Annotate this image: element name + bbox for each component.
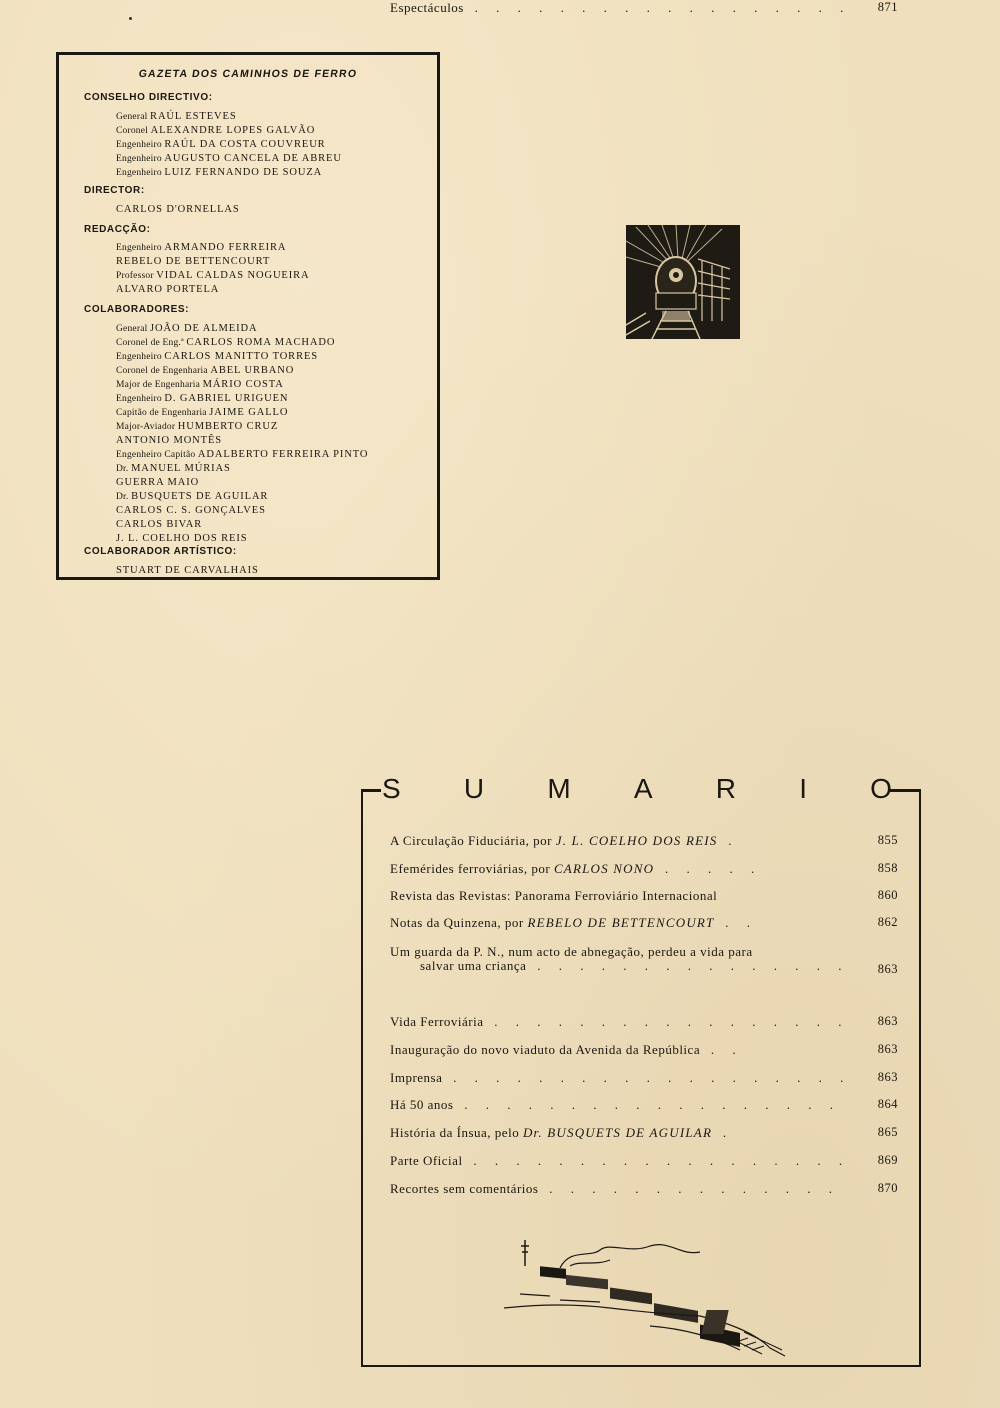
entry-dot-leader: . . . . . . . . . . . . . . . [526,958,849,973]
masthead-staff-line [116,269,310,283]
entry-page-number: 862 [877,915,898,929]
staff-name: CARLOS BIVAR [116,519,203,530]
summary-entry [390,944,898,959]
entry-title: Notas da Quinzena, por [390,915,528,930]
staff-name: CARLOS C. S. GONÇALVES [116,505,266,516]
entry-title: Há 50 anos [390,1097,454,1112]
masthead-staff-line [116,364,294,378]
masthead-staff-line [116,378,284,392]
summary-title-letter: S [382,773,401,804]
masthead-staff-line [116,448,368,462]
summary-title-letter: M [547,773,571,804]
masthead-title: GAZETA DOS CAMINHOS DE FERRO [137,68,359,80]
summary-entry [390,833,898,848]
masthead-staff-line [116,110,237,124]
staff-name: MANUEL MÚRIAS [131,463,231,474]
staff-rank: Engenheiro Capitão [116,450,198,460]
staff-name: JAIME GALLO [209,407,289,418]
entry-dot-leader: . [717,833,739,848]
entry-title: A Circulação Fiduciária, por [390,833,556,848]
staff-name: HUMBERTO CRUZ [177,421,279,432]
entry-title: Revista das Revistas: Panorama Ferroviário Internacional [390,888,718,903]
staff-rank: Dr. [116,492,132,502]
paper-speck [129,17,132,20]
staff-name: GUERRA MAIO [116,477,200,488]
entry-page-number: 870 [877,1181,898,1195]
masthead-section-heading: DIRECTOR: [84,185,145,196]
entry-title: Espectáculos [390,0,464,15]
entry-dot-leader: . . . . . [654,861,762,876]
staff-name: ANTONIO MONTÊS [116,435,223,446]
summary-entry-continuation [420,958,898,976]
staff-name: STUART DE CARVALHAIS [116,565,259,576]
staff-rank: Capitão de Engenharia [116,408,210,418]
entry-title: Imprensa [390,1070,443,1085]
entry-page-number: 863 [877,1014,898,1028]
staff-rank: Dr. [116,464,132,474]
staff-name: BUSQUETS DE AGUILAR [131,491,269,502]
staff-name: J. L. COELHO DOS REIS [116,533,248,544]
staff-name: RAÚL ESTEVES [150,111,237,122]
staff-rank: Coronel de Eng.ª [116,338,187,348]
staff-name: JOÃO DE ALMEIDA [150,323,258,334]
entry-page-number: 863 [877,1070,898,1084]
masthead-staff-line [116,490,268,504]
summary-entry [390,888,898,903]
staff-rank: Engenheiro [116,352,165,362]
summary-title-letter: R [715,773,736,804]
masthead-staff-line [116,532,248,546]
summary-entry [390,0,898,15]
staff-name: ABEL URBANO [210,365,295,376]
summary-entry [390,1097,898,1112]
entry-title: História da Ínsua, pelo [390,1125,523,1140]
entry-page-number: 869 [877,1153,898,1167]
staff-rank: General [116,324,151,334]
summary-entry [390,1181,898,1196]
entry-title: Inauguração do novo viaduto da Avenida da República [390,1042,701,1057]
masthead-staff-line [116,336,335,350]
entry-dot-leader: . . . . . . . . . . . . . . [538,1181,840,1196]
entry-page-number: 858 [877,861,898,875]
masthead-staff-line [116,350,318,364]
staff-rank: Major-Aviador [116,422,178,432]
masthead-staff-line [116,420,278,434]
entry-author: REBELO DE BETTENCOURT [527,915,715,930]
staff-rank: Coronel de Engenharia [116,366,211,376]
masthead-staff-line [116,392,288,406]
entry-dot-leader: . . . . . . . . . . . . . . . . . [483,1014,849,1029]
staff-rank: Engenheiro [116,154,165,164]
staff-rank: Major de Engenharia [116,380,203,390]
masthead-staff-line [116,406,288,420]
masthead-box [56,52,440,580]
summary-title [382,771,892,807]
masthead-staff-line [116,166,322,180]
staff-rank: Coronel [116,126,151,136]
entry-title: Parte Oficial [390,1153,463,1168]
locomotive-engraving [626,225,740,339]
staff-name: ALVARO PORTELA [116,284,220,295]
masthead-section-heading: COLABORADORES: [84,304,190,315]
masthead-section-heading: COLABORADOR ARTÍSTICO: [84,546,237,557]
summary-entry [390,1125,898,1140]
masthead-staff-line [116,564,259,578]
entry-page-number: 871 [877,0,898,14]
entry-author: Dr. BUSQUETS DE AGUILAR [522,1125,713,1140]
staff-rank: Engenheiro [116,168,165,178]
masthead-staff-line [116,255,270,269]
staff-name: CARLOS MANITTO TORRES [164,351,319,362]
summary-entry [390,1070,898,1085]
summary-title-letter: O [870,773,892,804]
staff-name: REBELO DE BETTENCOURT [116,256,271,267]
staff-name: LUIZ FERNANDO DE SOUZA [164,167,323,178]
summary-entry [390,1153,898,1168]
entry-title: Recortes sem comentários [390,1181,539,1196]
staff-name: RAÚL DA COSTA COUVREUR [164,139,326,150]
masthead-section-heading: CONSELHO DIRECTIVO: [84,92,213,103]
entry-page-number: 863 [877,1042,898,1056]
masthead-staff-line [116,283,219,297]
summary-entry [390,1014,898,1029]
staff-rank: Engenheiro [116,243,165,253]
staff-name: ALEXANDRE LOPES GALVÃO [150,125,316,136]
summary-entry [390,1042,898,1057]
summary-title-letter: I [799,773,807,804]
entry-author: CARLOS NONO [553,861,655,876]
staff-name: MÁRIO COSTA [202,379,284,390]
summary-rule-right [890,789,921,792]
staff-name: CARLOS ROMA MACHADO [186,337,336,348]
entry-dot-leader: . . . . . . . . . . . . . . . . . . [453,1097,841,1112]
entry-title: Um guarda da P. N., num acto de abnegação, perdeu a vida para [390,944,753,959]
staff-rank: Engenheiro [116,394,165,404]
staff-name: D. GABRIEL URIGUEN [164,393,289,404]
staff-name: ADALBERTO FERREIRA PINTO [197,449,369,460]
masthead-staff-line [116,518,202,532]
entry-dot-leader: . . [714,915,758,930]
entry-dot-leader: . . . . . . . . . . . . . . . . . . [463,0,851,15]
masthead-staff-line [116,434,222,448]
masthead-staff-line [116,203,240,217]
entry-title-continuation: salvar uma criança [420,958,527,973]
entry-page-number: 864 [877,1097,898,1111]
summary-rule-left [361,789,381,792]
summary-title-letter: A [633,773,653,804]
masthead-staff-line [116,152,342,166]
train-drawing [500,1238,790,1358]
entry-dot-leader: . . [700,1042,744,1057]
entry-page-number: 863 [877,962,898,976]
staff-name: CARLOS D'ORNELLAS [116,204,240,215]
staff-name: ARMANDO FERREIRA [164,242,287,253]
summary-entry [390,915,898,930]
entry-title: Vida Ferroviária [390,1014,484,1029]
masthead-staff-line [116,462,231,476]
staff-rank: General [116,112,151,122]
staff-rank: Professor [116,271,157,281]
staff-name: VIDAL CALDAS NOGUEIRA [156,270,310,281]
masthead-staff-line [116,124,315,138]
staff-name: AUGUSTO CANCELA DE ABREU [164,153,342,164]
masthead-staff-line [116,138,326,152]
entry-page-number: 865 [877,1125,898,1139]
masthead-section-heading: REDACÇÃO: [84,224,151,235]
masthead-staff-line [116,504,266,518]
summary-entry [390,861,898,876]
summary-title-letter: U [463,773,485,804]
entry-title: Efemérides ferroviárias, por [390,861,554,876]
masthead-staff-line [116,476,199,490]
entry-dot-leader: . . . . . . . . . . . . . . . . . . [462,1153,850,1168]
entry-dot-leader: . . . . . . . . . . . . . . . . . . . [442,1070,851,1085]
entry-dot-leader: . [712,1125,734,1140]
entry-page-number: 855 [877,833,898,847]
masthead-staff-line [116,241,286,255]
masthead-staff-line [116,322,257,336]
entry-author: J. L. COELHO DOS REIS [555,833,718,848]
entry-page-number: 860 [877,888,898,902]
staff-rank: Engenheiro [116,140,165,150]
